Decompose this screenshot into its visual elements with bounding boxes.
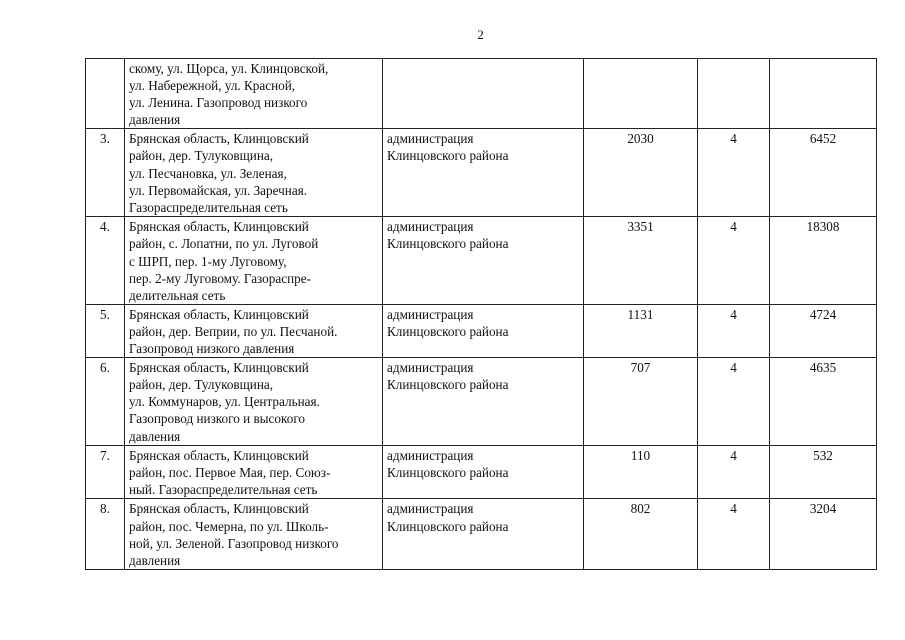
category-value-cell <box>698 59 770 129</box>
owner-name: администрация Клинцовского района <box>387 306 509 339</box>
table-row <box>86 129 877 217</box>
category-value-cell <box>698 358 770 446</box>
object-description: Брянская область, Клинцовский район, с. Лопатни, по ул. Луговой с ШРП, пер. 1-му Луговому, пер. 2-му Луговому. Газораспре- делительная сеть <box>129 219 319 303</box>
object-description: Брянская область, Клинцовский район, пос. Чемерна, по ул. Школь- ной, ул. Зеленой. Газопровод низкого давления <box>129 501 339 568</box>
category-value: 4 <box>730 219 737 235</box>
length-value-cell <box>584 358 698 446</box>
cost-value-cell <box>770 358 877 446</box>
cost-value: 3204 <box>809 501 837 517</box>
table-row <box>86 358 877 446</box>
object-description-cell <box>125 499 383 569</box>
category-value-cell <box>698 446 770 499</box>
cost-value-cell <box>770 129 877 217</box>
category-value-cell <box>698 217 770 304</box>
owner-name-cell <box>383 499 584 569</box>
owner-name-cell <box>383 446 584 499</box>
row-number-cell <box>86 499 125 569</box>
table-row <box>86 217 877 304</box>
cost-value-cell <box>770 304 877 357</box>
owner-name: администрация Клинцовского района <box>387 219 509 252</box>
length-value-cell <box>584 499 698 569</box>
object-description-cell <box>125 446 383 499</box>
owner-name: администрация Клинцовского района <box>387 448 509 481</box>
length-value: 707 <box>630 360 651 376</box>
row-number: 5. <box>100 306 110 322</box>
category-value: 4 <box>730 360 737 376</box>
object-description-cell <box>125 217 383 304</box>
category-value-cell <box>698 129 770 217</box>
owner-name: администрация Клинцовского района <box>387 360 509 393</box>
length-value-cell <box>584 59 698 129</box>
owner-name-cell <box>383 59 584 129</box>
table-row <box>86 499 877 569</box>
row-number: 6. <box>100 360 110 376</box>
row-number-cell <box>86 304 125 357</box>
length-value: 2030 <box>627 131 654 147</box>
table-body <box>86 59 877 570</box>
category-value-cell <box>698 499 770 569</box>
category-value: 4 <box>730 448 737 464</box>
table-row <box>86 59 877 129</box>
row-number: 4. <box>100 219 110 235</box>
owner-name-cell <box>383 217 584 304</box>
cost-value: 4635 <box>809 360 837 376</box>
cost-value: 6452 <box>809 131 837 147</box>
object-description: Брянская область, Клинцовский район, дер. Тулуковщина, ул. Коммунаров, ул. Центральная. Газопровод низкого и высокого давления <box>129 360 320 444</box>
object-description: Брянская область, Клинцовский район, дер. Тулуковщина, ул. Песчановка, ул. Зеленая, ул. Первомайская, ул. Заречная. Газораспределительная сеть <box>129 131 309 215</box>
row-number-cell <box>86 59 125 129</box>
cost-value-cell <box>770 217 877 304</box>
length-value: 802 <box>630 501 651 517</box>
owner-name-cell <box>383 358 584 446</box>
cost-value: 4724 <box>809 306 837 322</box>
category-value-cell <box>698 304 770 357</box>
object-description-cell <box>125 129 383 217</box>
category-value: 4 <box>730 501 737 517</box>
row-number: 8. <box>100 501 110 517</box>
objects-table <box>85 58 877 570</box>
table-row <box>86 304 877 357</box>
row-number: 3. <box>100 131 110 147</box>
object-description-cell <box>125 304 383 357</box>
length-value: 1131 <box>627 306 654 322</box>
object-description-cell <box>125 59 383 129</box>
length-value: 3351 <box>627 219 654 235</box>
length-value: 110 <box>630 448 651 464</box>
length-value-cell <box>584 217 698 304</box>
cost-value: 18308 <box>806 219 840 235</box>
category-value: 4 <box>730 131 737 147</box>
object-description: скому, ул. Щорса, ул. Клинцовской, ул. Набережной, ул. Красной, ул. Ленина. Газопровод низкого давления <box>129 61 329 128</box>
row-number: 7. <box>100 448 110 464</box>
owner-name: администрация Клинцовского района <box>387 501 509 534</box>
row-number-cell <box>86 446 125 499</box>
owner-name: администрация Клинцовского района <box>387 131 509 164</box>
cost-value: 532 <box>813 448 833 464</box>
row-number-cell <box>86 129 125 217</box>
table-row <box>86 446 877 499</box>
length-value-cell <box>584 446 698 499</box>
object-description: Брянская область, Клинцовский район, пос. Первое Мая, пер. Союз- ный. Газораспределительная сеть <box>129 448 331 498</box>
owner-name-cell <box>383 304 584 357</box>
owner-name-cell <box>383 129 584 217</box>
row-number-cell <box>86 217 125 304</box>
cost-value-cell <box>770 59 877 129</box>
length-value-cell <box>584 129 698 217</box>
length-value-cell <box>584 304 698 357</box>
object-description-cell <box>125 358 383 446</box>
cost-value-cell <box>770 446 877 499</box>
object-description: Брянская область, Клинцовский район, дер. Веприи, по ул. Песчаной. Газопровод низкого давления <box>129 306 338 357</box>
page-number: 2 <box>477 27 484 42</box>
cost-value-cell <box>770 499 877 569</box>
row-number-cell <box>86 358 125 446</box>
category-value: 4 <box>730 306 737 322</box>
